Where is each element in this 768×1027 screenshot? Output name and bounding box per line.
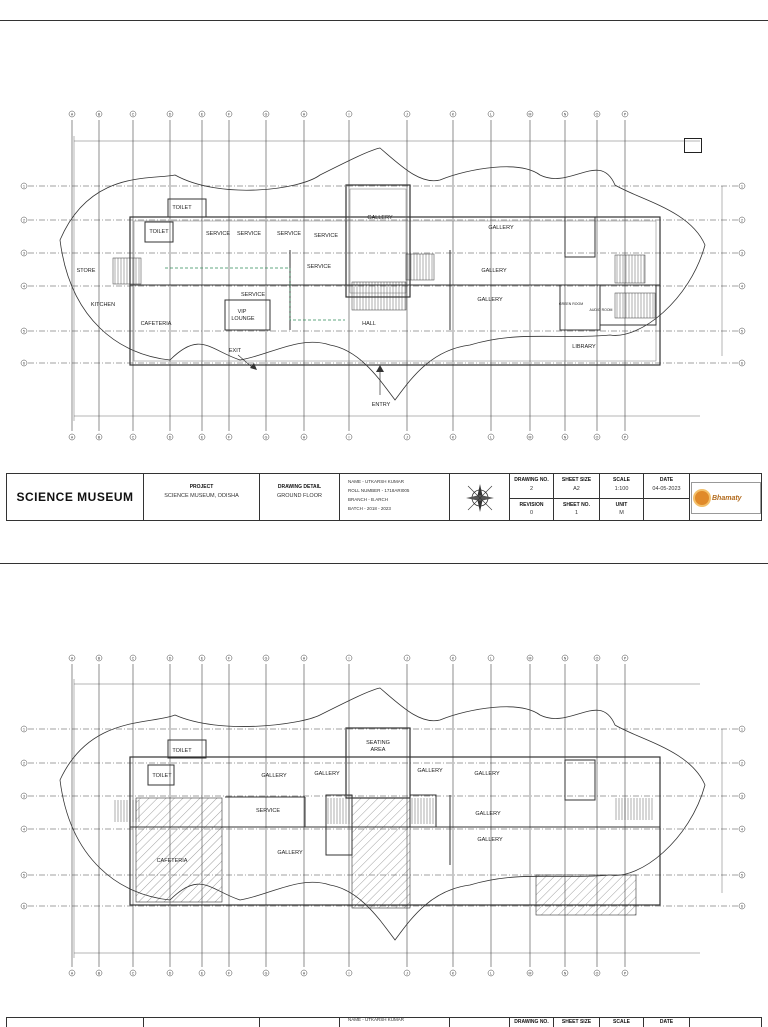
sheet-no-label: SHEET NO. (563, 502, 590, 508)
grid-label-A: A (70, 435, 74, 440)
room-gallery-3: GALLERY (481, 268, 507, 274)
room-cafeteria: CAFETERIA (156, 858, 188, 864)
sheet-divider (0, 563, 768, 564)
room-gallery-7: GALLERY (277, 850, 303, 856)
grid-label-K: K (451, 435, 455, 440)
north-arrow-cell (449, 474, 509, 520)
grid-label-5: 5 (23, 873, 25, 878)
grid-label-O: O (595, 656, 599, 661)
college-logo (691, 482, 761, 514)
sheet-size-label: SHEET SIZE (561, 477, 592, 483)
room-audio-room: AUDIO ROOM (589, 308, 613, 312)
grid-label-A: A (70, 112, 74, 117)
room-kitchen: KITCHEN (90, 302, 116, 308)
grid-label-K: K (451, 971, 455, 976)
grid-label-H: H (302, 656, 306, 661)
grid-label-A: A (70, 971, 74, 976)
grid-label-A: A (70, 656, 74, 661)
grid-label-3: 3 (741, 794, 743, 799)
sheet-size-value: A2 (573, 486, 580, 492)
grid-label-J: J (406, 971, 408, 976)
room-gallery-6: GALLERY (477, 837, 503, 843)
grid-label-N: N (563, 112, 567, 117)
grid-label-6: 6 (23, 904, 25, 909)
logo-wordmark: Bhamaty (712, 494, 742, 502)
room-toilet-lower: TOILET (149, 229, 169, 235)
room-hall: HALL (362, 321, 376, 327)
grid-label-H: H (302, 971, 306, 976)
grid-label-P: P (623, 112, 627, 117)
room-service-4: SERVICE (313, 233, 339, 239)
grid-label-2: 2 (741, 218, 743, 223)
grid-label-I: I (348, 112, 350, 117)
room-toilet-upper: TOILET (172, 748, 192, 754)
student-info-cell (339, 474, 449, 520)
project-label: PROJECT (189, 484, 214, 490)
drawing-detail-value: GROUND FLOOR (277, 493, 322, 499)
grid-label-P: P (623, 971, 627, 976)
room-gallery-3: GALLERY (417, 768, 443, 774)
scale-label: SCALE (613, 1019, 630, 1025)
title-block (6, 473, 762, 521)
grid-label-I: I (348, 971, 350, 976)
first-floor-plan (0, 565, 768, 1024)
grid-label-F: F (227, 656, 231, 661)
grid-label-4: 4 (23, 284, 25, 289)
date-label: DATE (659, 477, 674, 483)
grid-label-E: E (200, 435, 204, 440)
grid-label-6: 6 (23, 361, 25, 366)
room-gallery-2: GALLERY (488, 225, 514, 231)
grid-label-G: G (264, 971, 268, 976)
grid-label-3: 3 (23, 794, 25, 799)
grid-label-5: 5 (741, 873, 743, 878)
compass-icon (450, 474, 510, 520)
grid-label-E: E (200, 656, 204, 661)
sheet-size-label: SHEET SIZE (561, 1019, 592, 1025)
unit-label: UNIT (615, 502, 628, 508)
room-gallery-2: GALLERY (314, 771, 340, 777)
grid-label-P: P (623, 656, 627, 661)
sun-logo-icon (695, 491, 709, 505)
room-seating: SEATING (366, 740, 390, 746)
grid-label-H: H (302, 112, 306, 117)
student-name: NAME - UTKARSH KUMAR (348, 479, 405, 484)
room-toilet-upper: TOILET (172, 205, 192, 211)
grid-label-6: 6 (741, 904, 743, 909)
scale-cell (599, 474, 643, 520)
drawing-detail-label: DRAWING DETAIL (277, 484, 322, 490)
revision-label: REVISION (519, 502, 544, 508)
project-brand: SCIENCE MUSEUM (16, 490, 134, 504)
sheet-first-floor (0, 565, 768, 1024)
room-exit: EXIT (228, 348, 242, 354)
grid-label-O: O (595, 971, 599, 976)
grid-label-D: D (168, 971, 172, 976)
grid-label-5: 5 (23, 329, 25, 334)
grid-label-3: 3 (23, 251, 25, 256)
date-cell (643, 474, 689, 520)
unit-value: M (619, 510, 624, 516)
grid-label-B: B (97, 656, 101, 661)
grid-label-E: E (200, 112, 204, 117)
room-service-6: SERVICE (240, 292, 266, 298)
project-value: SCIENCE MUSEUM, ODISHA (164, 493, 239, 499)
drawing-no-cell (509, 474, 553, 520)
sheet-size-cell (553, 474, 599, 520)
grid-label-H: H (302, 435, 306, 440)
grid-label-D: D (168, 656, 172, 661)
grid-label-6: 6 (741, 361, 743, 366)
grid-label-M: M (528, 656, 532, 661)
interior-walls (130, 199, 660, 330)
scale-value: 1:100 (614, 486, 629, 492)
room-entry: ENTRY (371, 402, 391, 408)
ground-floor-plan (0, 0, 768, 470)
grid-label-B: B (97, 971, 101, 976)
grid-label-M: M (528, 971, 532, 976)
grid-label-G: G (264, 435, 268, 440)
drawing-detail-cell (259, 474, 339, 520)
student-name: NAME - UTKARSH KUMAR (348, 1017, 405, 1022)
grid-label-C: C (131, 435, 135, 440)
grid-label-N: N (563, 656, 567, 661)
grid-label-M: M (528, 435, 532, 440)
grid-label-G: G (264, 112, 268, 117)
grid-label-B: B (97, 112, 101, 117)
title-block-partial (6, 1017, 762, 1027)
room-seating-area: AREA (370, 747, 386, 753)
grid-label-2: 2 (23, 218, 25, 223)
grid-label-N: N (563, 971, 567, 976)
grid-label-L: L (490, 112, 492, 117)
grid-label-P: P (623, 435, 627, 440)
grid-label-I: I (348, 435, 350, 440)
drawing-no-label: DRAWING NO. (514, 1019, 549, 1025)
grid-label-L: L (490, 971, 492, 976)
grid-label-D: D (168, 112, 172, 117)
grid-label-L: L (490, 656, 492, 661)
room-library: LIBRARY (572, 344, 596, 350)
grid-label-L: L (490, 435, 492, 440)
logo-cell (689, 474, 763, 520)
grid-label-J: J (406, 112, 408, 117)
room-vip: VIP (237, 309, 247, 315)
grid-label-M: M (528, 112, 532, 117)
grid-label-C: C (131, 656, 135, 661)
grid-label-K: K (451, 112, 455, 117)
room-gallery-5: GALLERY (475, 811, 501, 817)
drawing-no-label: DRAWING NO. (514, 477, 549, 483)
grid-label-O: O (595, 112, 599, 117)
grid-label-I: I (348, 656, 350, 661)
grid-label-G: G (264, 656, 268, 661)
grid-label-5: 5 (741, 329, 743, 334)
central-block (346, 185, 410, 297)
date-label: DATE (659, 1019, 674, 1025)
grid-label-J: J (406, 656, 408, 661)
grid-label-E: E (200, 971, 204, 976)
grid-label-J: J (406, 435, 408, 440)
grid-label-B: B (97, 435, 101, 440)
grid-label-1: 1 (741, 727, 743, 732)
room-gallery-1: GALLERY (367, 215, 393, 221)
grid-label-1: 1 (23, 727, 25, 732)
grid-label-1: 1 (741, 184, 743, 189)
grid-label-4: 4 (741, 284, 743, 289)
sheet-no-value: 1 (574, 510, 579, 516)
grid-label-D: D (168, 435, 172, 440)
branch: BRANCH - B.ARCH (348, 497, 389, 502)
grid-label-1: 1 (23, 184, 25, 189)
room-green-room: GREEN ROOM (558, 302, 584, 306)
grid-label-2: 2 (741, 761, 743, 766)
grid-label-K: K (451, 656, 455, 661)
core-outline (130, 217, 660, 365)
grid-label-O: O (595, 435, 599, 440)
grid-label-F: F (227, 435, 231, 440)
void-atrium (352, 798, 410, 908)
grid-label-C: C (131, 112, 135, 117)
grid-label-2: 2 (23, 761, 25, 766)
void-library (536, 875, 636, 915)
batch: BATCH - 2018 - 2023 (348, 506, 391, 511)
drawing-no-value: 2 (529, 486, 534, 492)
room-service: SERVICE (255, 808, 281, 814)
grid-label-F: F (227, 971, 231, 976)
grid-label-F: F (227, 112, 231, 117)
room-cafeteria: CAFETERIA (140, 321, 172, 327)
grid-label-3: 3 (741, 251, 743, 256)
scale-label: SCALE (613, 477, 630, 483)
room-toilet-lower: TOILET (152, 773, 172, 779)
project-cell (143, 474, 259, 520)
room-gallery-4: GALLERY (477, 297, 503, 303)
grid-label-4: 4 (23, 827, 25, 832)
room-store: STORE (76, 268, 96, 274)
roll-number: ROLL NUMBER - 1718ARI005 (348, 488, 410, 493)
grid-label-C: C (131, 971, 135, 976)
room-lounge: LOUNGE (231, 316, 255, 322)
revision-value: 0 (529, 510, 534, 516)
room-service-5: SERVICE (306, 264, 332, 270)
room-service-2: SERVICE (236, 231, 262, 237)
room-gallery-4: GALLERY (474, 771, 500, 777)
void-cafeteria (136, 798, 222, 902)
room-service-3: SERVICE (276, 231, 302, 237)
grid-label-N: N (563, 435, 567, 440)
room-gallery-1: GALLERY (261, 773, 287, 779)
date-value: 04-05-2023 (652, 486, 681, 492)
room-service-1: SERVICE (205, 231, 231, 237)
grid-label-4: 4 (741, 827, 743, 832)
